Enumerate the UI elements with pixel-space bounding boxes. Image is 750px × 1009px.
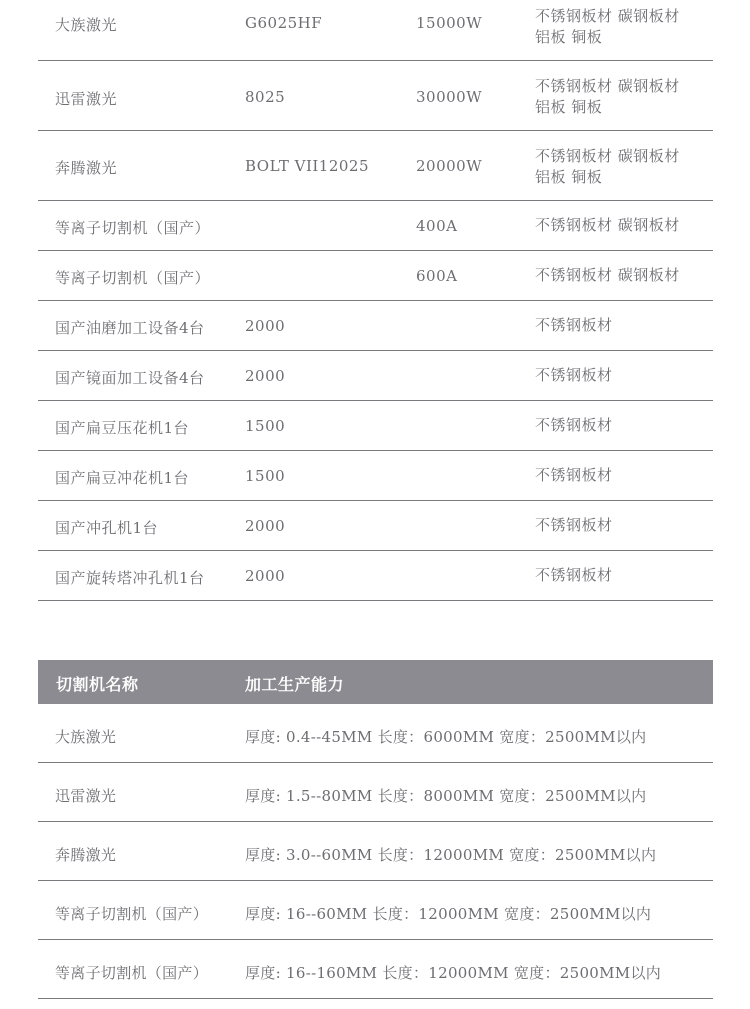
- equipment-materials: [535, 565, 705, 586]
- equipment-materials: [535, 6, 705, 48]
- equipment-power: 600A: [416, 267, 458, 285]
- equipment-name: 迅雷激光: [55, 90, 118, 108]
- material-line: 铝板 铜板: [535, 28, 603, 46]
- table-row: [38, 401, 713, 451]
- table-row: [38, 0, 713, 61]
- table-row: [38, 881, 713, 940]
- equipment-name: 国产镜面加工设备4台: [55, 369, 205, 387]
- table-row: [38, 131, 713, 201]
- table-row: [38, 451, 713, 501]
- cutter-capacity: 厚度: 3.0--60MM 长度：12000MM 宽度：2500MM以内: [245, 846, 657, 864]
- equipment-materials: [535, 365, 705, 386]
- material-line: 铝板 铜板: [535, 168, 603, 186]
- equipment-name: 国产旋转塔冲孔机1台: [55, 569, 205, 587]
- cutter-name: 等离子切割机（国产）: [55, 905, 209, 923]
- cutter-capacity: 厚度: 16--160MM 长度：12000MM 宽度：2500MM以内: [245, 964, 662, 982]
- material-line: 不锈钢板材: [535, 516, 613, 534]
- equipment-materials: [535, 415, 705, 436]
- capacity-table-header: [38, 660, 713, 704]
- table-row: [38, 551, 713, 601]
- header-capacity: 加工生产能力: [245, 675, 345, 694]
- equipment-power: 15000W: [416, 14, 483, 32]
- equipment-model: 2000: [245, 317, 286, 335]
- equipment-name: 等离子切割机（国产）: [55, 219, 211, 237]
- equipment-name: 国产冲孔机1台: [55, 519, 159, 537]
- cutter-capacity: 厚度: 16--60MM 长度：12000MM 宽度：2500MM以内: [245, 905, 652, 923]
- equipment-name: 国产扁豆压花机1台: [55, 419, 190, 437]
- equipment-model: BOLT VII12025: [245, 157, 370, 175]
- material-line: 不锈钢板材: [535, 466, 613, 484]
- equipment-materials: [535, 215, 705, 236]
- equipment-materials: [535, 465, 705, 486]
- equipment-name: 大族激光: [55, 16, 118, 34]
- table-row: [38, 251, 713, 301]
- equipment-model: G6025HF: [245, 14, 323, 32]
- material-line: 不锈钢板材: [535, 366, 613, 384]
- equipment-materials: [535, 146, 705, 188]
- equipment-power: 30000W: [416, 88, 483, 106]
- table-row: [38, 763, 713, 822]
- equipment-materials: [535, 265, 705, 286]
- equipment-power: 20000W: [416, 157, 483, 175]
- capacity-table: [38, 660, 713, 999]
- equipment-name: 奔腾激光: [55, 159, 118, 177]
- table-row: [38, 351, 713, 401]
- material-line: 不锈钢板材 碳钢板材: [535, 77, 680, 95]
- material-line: 不锈钢板材 碳钢板材: [535, 216, 680, 234]
- table-row: [38, 201, 713, 251]
- cutter-name: 奔腾激光: [55, 846, 117, 864]
- table-row: [38, 704, 713, 763]
- cutter-capacity: 厚度: 0.4--45MM 长度：6000MM 宽度：2500MM以内: [245, 728, 647, 746]
- equipment-materials: [535, 515, 705, 536]
- material-line: 不锈钢板材 碳钢板材: [535, 266, 680, 284]
- equipment-table: [38, 0, 713, 601]
- equipment-model: 2000: [245, 567, 286, 585]
- equipment-materials: [535, 315, 705, 336]
- material-line: 不锈钢板材: [535, 316, 613, 334]
- material-line: 铝板 铜板: [535, 98, 603, 116]
- equipment-model: 2000: [245, 517, 286, 535]
- equipment-name: 等离子切割机（国产）: [55, 269, 211, 287]
- material-line: 不锈钢板材 碳钢板材: [535, 147, 680, 165]
- cutter-name: 等离子切割机（国产）: [55, 964, 209, 982]
- material-line: 不锈钢板材: [535, 566, 613, 584]
- table-row: [38, 301, 713, 351]
- header-name: 切割机名称: [56, 675, 139, 694]
- equipment-name: 国产扁豆冲花机1台: [55, 469, 190, 487]
- table-row: [38, 501, 713, 551]
- equipment-model: 1500: [245, 417, 286, 435]
- table-row: [38, 822, 713, 881]
- equipment-model: 1500: [245, 467, 286, 485]
- equipment-model: 2000: [245, 367, 286, 385]
- cutter-name: 大族激光: [55, 728, 117, 746]
- equipment-materials: [535, 76, 705, 118]
- cutter-name: 迅雷激光: [55, 787, 117, 805]
- equipment-power: 400A: [416, 217, 458, 235]
- equipment-model: 8025: [245, 88, 286, 106]
- cutter-capacity: 厚度: 1.5--80MM 长度：8000MM 宽度：2500MM以内: [245, 787, 647, 805]
- material-line: 不锈钢板材 碳钢板材: [535, 7, 680, 25]
- equipment-name: 国产油磨加工设备4台: [55, 319, 205, 337]
- table-row: [38, 61, 713, 131]
- table-row: [38, 940, 713, 999]
- material-line: 不锈钢板材: [535, 416, 613, 434]
